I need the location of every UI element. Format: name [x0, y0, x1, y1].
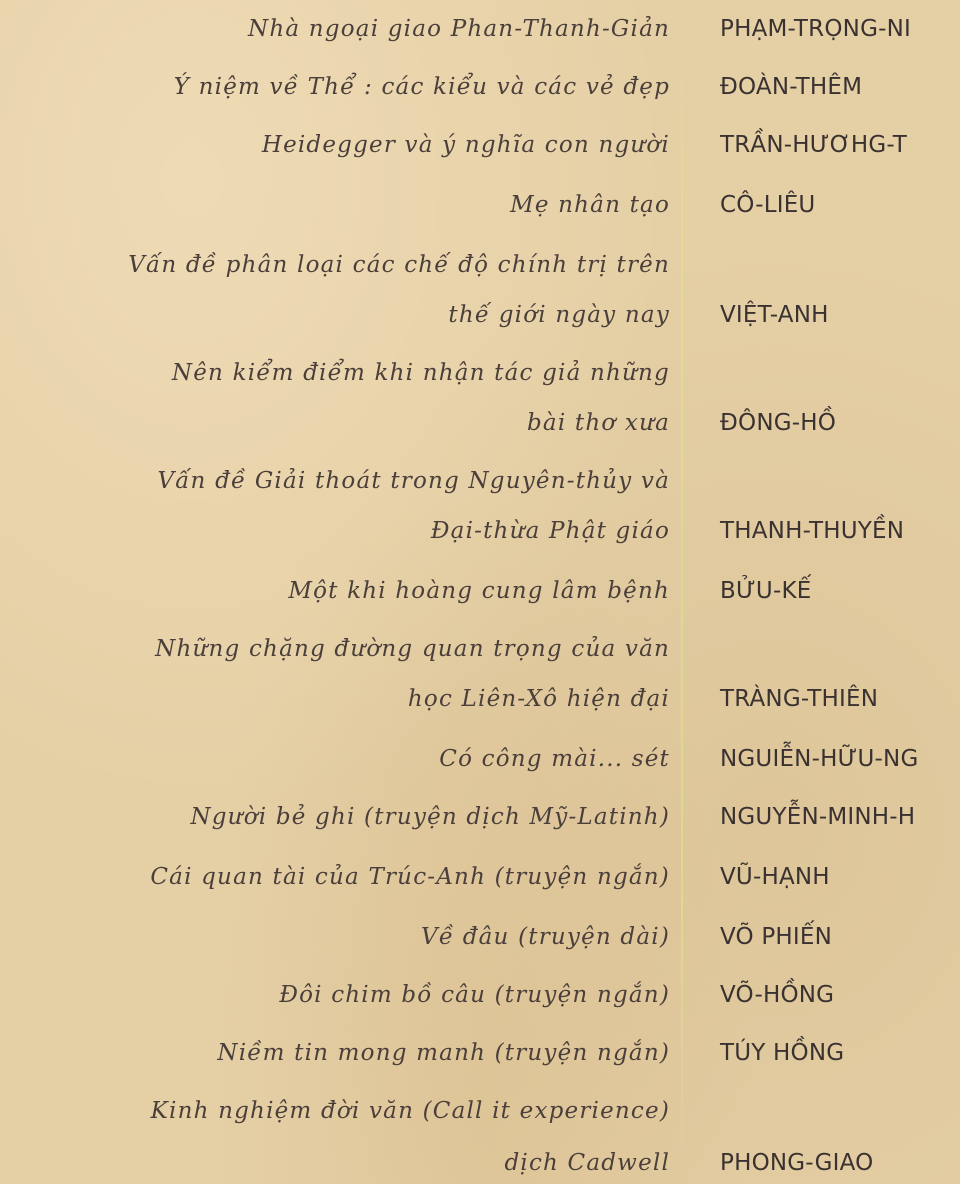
entry-title-line: dịch Cadwell — [504, 1150, 670, 1176]
entry-title: Có công mài... sét — [439, 746, 670, 772]
entry-author: VŨ-HẠNH — [720, 864, 830, 890]
entry-title: Nhà ngoại giao Phan-Thanh-Giản — [248, 16, 670, 42]
entry-author: NGUYỄN-MINH-H — [720, 804, 916, 830]
entry-title-line: Đại-thừa Phật giáo — [430, 518, 670, 544]
entry-title-line: Vấn đề phân loại các chế độ chính trị trên — [128, 252, 670, 278]
entry-author: VÕ PHIẾN — [720, 924, 833, 950]
entry-author: CÔ-LIÊU — [720, 192, 816, 218]
entry-title: Niềm tin mong manh (truyện ngắn) — [217, 1040, 670, 1066]
entry-title: Một khi hoàng cung lâm bệnh — [288, 578, 670, 604]
entry-title-line: Những chặng đường quan trọng của văn — [155, 636, 670, 662]
entry-title: Về đâu (truyện dài) — [421, 924, 670, 950]
entry-author: TÚY HỒNG — [720, 1040, 845, 1066]
page-fold-line — [681, 0, 683, 1184]
entry-author: PHẠM-TRỌNG-NI — [720, 16, 911, 42]
entry-author: BỬU-KẾ — [720, 578, 812, 604]
entry-title: Ý niệm về Thể : các kiểu và các vẻ đẹp — [173, 74, 670, 100]
entry-title-line: Kinh nghiệm đời văn (Call it experience) — [150, 1098, 670, 1124]
entry-title: Cái quan tài của Trúc-Anh (truyện ngắn) — [150, 864, 670, 890]
entry-author: THANH-THUYỀN — [720, 518, 905, 544]
entry-title-line: bài thơ xưa — [526, 410, 670, 436]
entry-title-line: thế giới ngày nay — [448, 302, 670, 328]
entry-author: NGUIỄN-HỮU-NG — [720, 746, 919, 772]
entry-author: VÕ-HỒNG — [720, 982, 835, 1008]
entry-author: ĐÔNG-HỒ — [720, 410, 837, 436]
entry-author: PHONG-GIAO — [720, 1150, 874, 1176]
entry-title-line: Vấn đề Giải thoát trong Nguyên-thủy và — [157, 468, 670, 494]
entry-author: VIỆT-ANH — [720, 302, 829, 328]
entry-author: ĐOÀN-THÊM — [720, 74, 863, 100]
entry-title: Đôi chim bồ câu (truyện ngắn) — [279, 982, 670, 1008]
entry-title-line: học Liên-Xô hiện đại — [407, 686, 670, 712]
entry-title-line: Nên kiểm điểm khi nhận tác giả những — [171, 360, 670, 386]
entry-title: Mẹ nhân tạo — [510, 192, 670, 218]
entry-author: TRÀNG-THIÊN — [720, 686, 879, 712]
entry-title: Người bẻ ghi (truyện dịch Mỹ-Latinh) — [190, 804, 670, 830]
entry-author: TRẦN-HƯƠHG-T — [720, 132, 908, 158]
entry-title: Heidegger và ý nghĩa con người — [261, 132, 670, 158]
